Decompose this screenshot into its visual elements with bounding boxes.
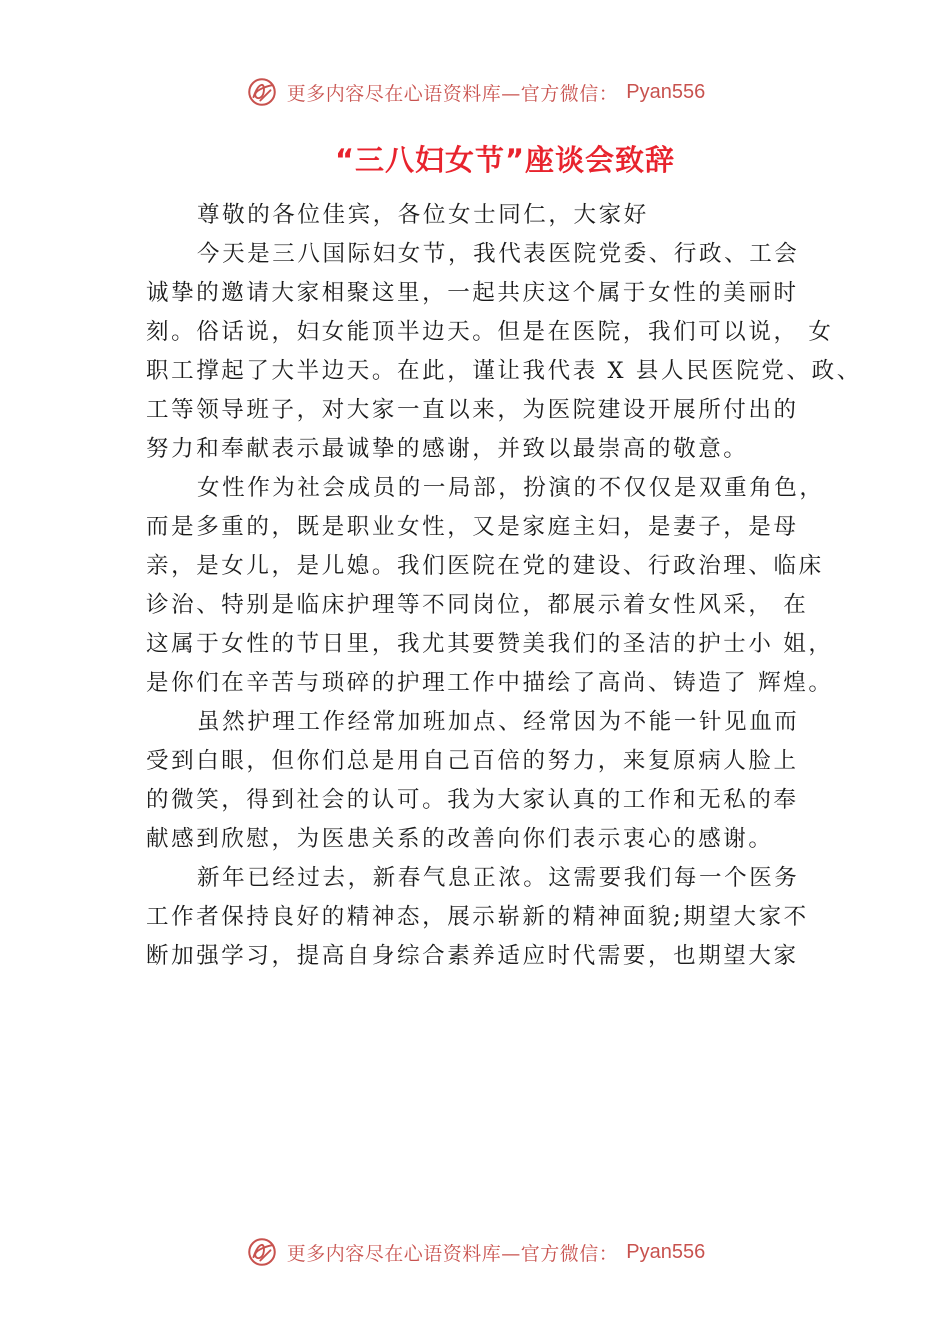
text-line: 女性作为社会成员的一局部，扮演的不仅仅是双重角色，: [197, 475, 825, 501]
text-line: 断加强学习，提高自身综合素养适应时代需要，也期望大家: [146, 943, 799, 969]
signature-logo-icon: [245, 75, 279, 109]
text-line: 工等领导班子，对大家一直以来，为医院建设开展所付出的: [146, 397, 799, 423]
signature-logo-icon: [245, 1235, 279, 1269]
document-body: [146, 196, 862, 976]
text-line: 尊敬的各位佳宾，各位女士同仁，大家好: [197, 202, 649, 228]
text-line: 虽然护理工作经常加班加点、经常因为不能一针见血而: [197, 709, 800, 735]
text-line: 是你们在辛苦与琐碎的护理工作中描绘了高尚、铸造了 辉煌。: [146, 670, 834, 696]
wechat-id: Pyan556: [626, 1240, 706, 1263]
page-title: “三八妇女节”座谈会致辞: [334, 143, 676, 177]
text-line: 而是多重的，既是职业女性，又是家庭主妇，是妻子，是母: [146, 514, 799, 540]
text-line: 刻。俗话说，妇女能顶半边天。但是在医院，我们可以说， 女: [146, 319, 834, 345]
text-line: 工作者保持良好的精神态，展示崭新的精神面貌;期望大家不: [146, 904, 809, 930]
banner-text: 更多内容尽在心语资料库—官方微信：: [286, 1242, 619, 1265]
banner-text: 更多内容尽在心语资料库—官方微信：: [286, 82, 619, 105]
text-line: 的微笑，得到社会的认可。我为大家认真的工作和无私的奉: [146, 787, 799, 813]
text-line: 今天是三八国际妇女节，我代表医院党委、行政、工会: [197, 241, 800, 267]
text-line: 诚挚的邀请大家相聚这里，一起共庆这个属于女性的美丽时: [146, 280, 799, 306]
text-line: 职工撑起了大半边天。在此，谨让我代表 X 县人民医院党、政、: [146, 358, 862, 384]
text-line: 受到白眼，但你们总是用自己百倍的努力，来复原病人脸上: [146, 748, 799, 774]
text-line: 献感到欣慰，为医患关系的改善向你们表示衷心的感谢。: [146, 826, 774, 852]
text-line: 新年已经过去，新春气息正浓。这需要我们每一个医务: [197, 865, 800, 891]
wechat-id: Pyan556: [626, 80, 706, 103]
text-line: 这属于女性的节日里，我尤其要赞美我们的圣洁的护士小 姐，: [146, 631, 834, 657]
text-line: 努力和奉献表示最诚挚的感谢，并致以最崇高的敬意。: [146, 436, 749, 462]
header-banner: [0, 72, 950, 112]
footer-banner: [0, 1232, 950, 1272]
text-line: 亲，是女儿，是儿媳。我们医院在党的建设、行政治理、临床: [146, 553, 824, 579]
text-line: 诊治、特别是临床护理等不同岗位，都展示着女性风采， 在: [146, 592, 809, 618]
